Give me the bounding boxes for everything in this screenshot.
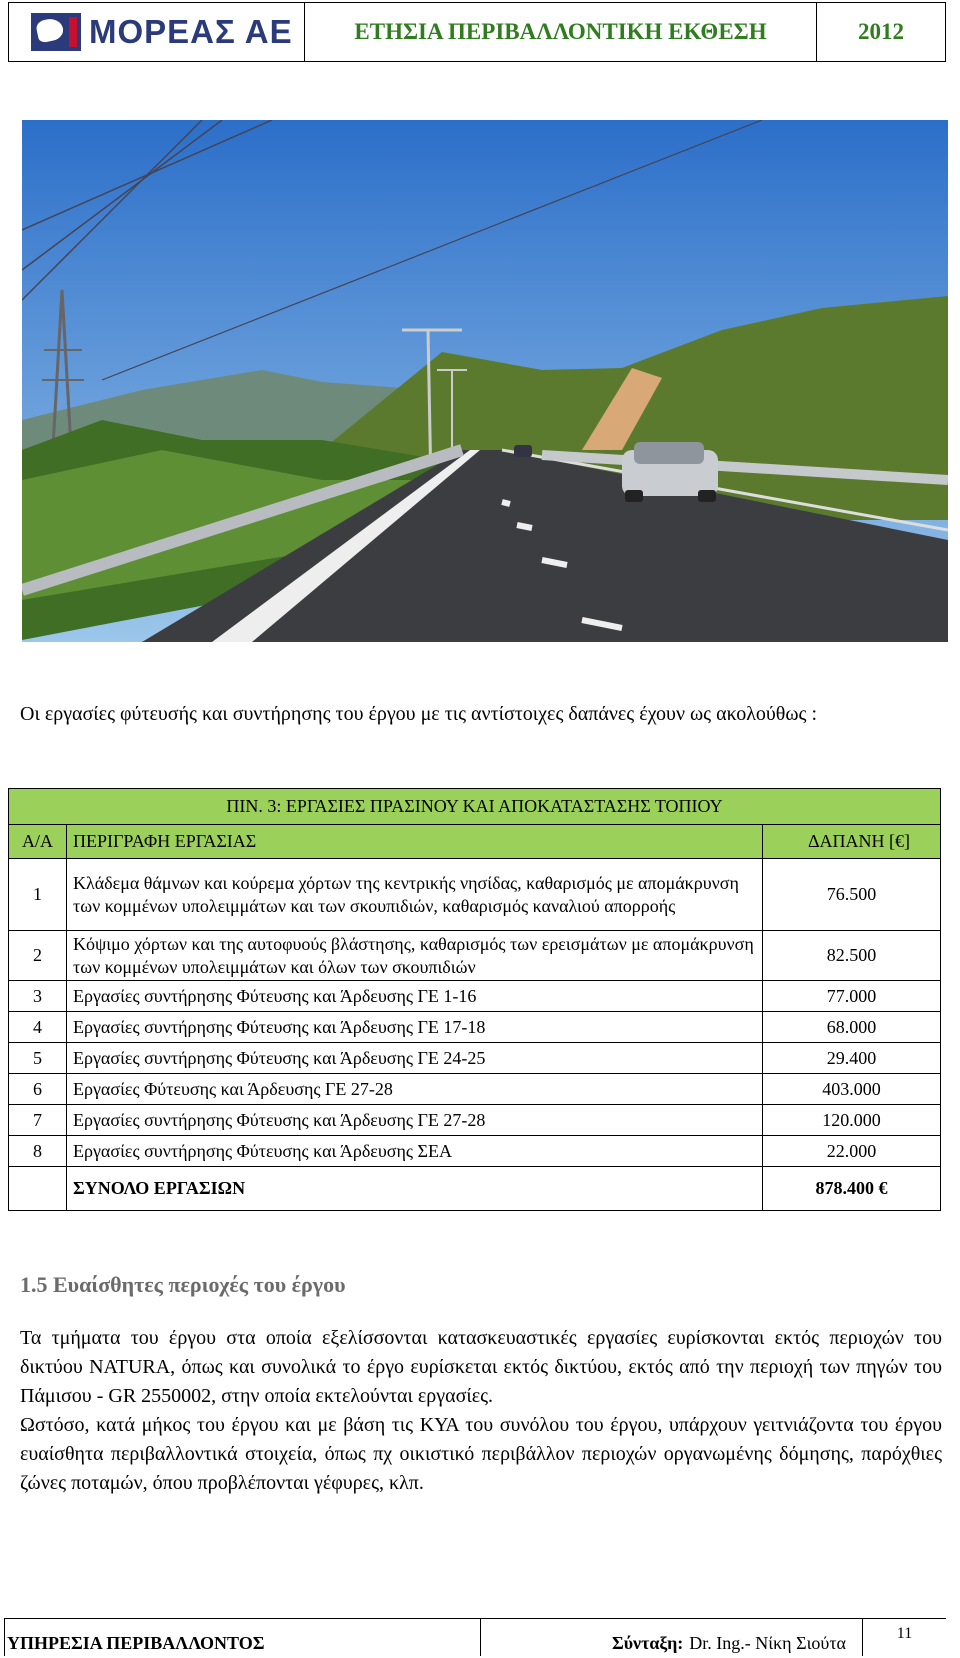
intro-paragraph: Οι εργασίες φύτευσής και συντήρησης του έργου με τις αντίστοιχες δαπάνες έχουν ως ακολούθως : bbox=[20, 703, 818, 725]
section-body bbox=[20, 1324, 942, 1498]
table-row bbox=[9, 1074, 941, 1105]
table-row bbox=[9, 981, 941, 1012]
row-cost: 76.500 bbox=[763, 859, 941, 931]
row-cost: 22.000 bbox=[763, 1136, 941, 1167]
table-caption-row bbox=[9, 789, 941, 825]
table-row bbox=[9, 859, 941, 931]
row-description: Εργασίες συντήρησης Φύτευσης και Άρδευσης ΓΕ 24-25 bbox=[67, 1043, 763, 1074]
total-value: 878.400 € bbox=[763, 1167, 941, 1211]
row-number: 1 bbox=[9, 859, 67, 931]
footer-author bbox=[481, 1619, 863, 1656]
row-description: Κλάδεμα θάμνων και κούρεμα χόρτων της κεντρικής νησίδας, καθαρισμός με απομάκρυνση των κομμένων υπολειμμάτων και των σκουπιδιών, καθαρισμός καναλιού απορροής bbox=[67, 859, 763, 931]
row-cost: 82.500 bbox=[763, 931, 941, 981]
highway-photo bbox=[22, 120, 948, 642]
company-logo-icon bbox=[31, 13, 81, 51]
page-footer bbox=[4, 1618, 946, 1656]
table-caption: ΠΙΝ. 3: ΕΡΓΑΣΙΕΣ ΠΡΑΣΙΝΟΥ ΚΑΙ ΑΠΟΚΑΤΑΣΤΑΣΗΣ ΤΟΠΙΟΥ bbox=[9, 789, 941, 825]
footer-department: ΥΠΗΡΕΣΙΑ ΠΕΡΙΒΑΛΛΟΝΤΟΣ bbox=[5, 1619, 481, 1656]
table-header-row bbox=[9, 825, 941, 859]
row-description: Κόψιμο χόρτων και της αυτοφυούς βλάστησης, καθαρισμός των ερεισμάτων με απομάκρυνση των κομμένων υπολειμμάτων και όλων των σκουπιδιών bbox=[67, 931, 763, 981]
total-empty-cell bbox=[9, 1167, 67, 1211]
table-row bbox=[9, 1136, 941, 1167]
table-row bbox=[9, 931, 941, 981]
table-row bbox=[9, 1012, 941, 1043]
row-description: Εργασίες συντήρησης Φύτευσης και Άρδευσης ΓΕ 1-16 bbox=[67, 981, 763, 1012]
logo bbox=[9, 3, 305, 61]
row-description: Εργασίες συντήρησης Φύτευσης και Άρδευσης ΓΕ 27-28 bbox=[67, 1105, 763, 1136]
report-year: 2012 bbox=[858, 19, 904, 44]
row-number: 5 bbox=[9, 1043, 67, 1074]
total-label: ΣΥΝΟΛΟ ΕΡΓΑΣΙΩΝ bbox=[67, 1167, 763, 1211]
logo-text: ΜΟΡΕΑΣ ΑΕ bbox=[89, 13, 293, 50]
row-number: 2 bbox=[9, 931, 67, 981]
row-number: 6 bbox=[9, 1074, 67, 1105]
row-cost: 77.000 bbox=[763, 981, 941, 1012]
table-total-row bbox=[9, 1167, 941, 1211]
row-number: 8 bbox=[9, 1136, 67, 1167]
header-cost: ΔΑΠΑΝΗ [€] bbox=[763, 825, 941, 859]
row-cost: 29.400 bbox=[763, 1043, 941, 1074]
row-cost: 120.000 bbox=[763, 1105, 941, 1136]
page-header bbox=[8, 2, 946, 62]
highway-photo-illustration bbox=[22, 120, 948, 642]
table-row bbox=[9, 1043, 941, 1074]
row-cost: 403.000 bbox=[763, 1074, 941, 1105]
footer-author-name: Dr. Ing.- Νίκη Σιούτα bbox=[689, 1633, 846, 1653]
row-description: Εργασίες Φύτευσης και Άρδευσης ΓΕ 27-28 bbox=[67, 1074, 763, 1105]
section-title: 1.5 Ευαίσθητες περιοχές του έργου bbox=[20, 1272, 346, 1297]
row-number: 4 bbox=[9, 1012, 67, 1043]
header-description: ΠΕΡΙΓΡΑΦΗ ΕΡΓΑΣΙΑΣ bbox=[67, 825, 763, 859]
section-paragraph-1: Τα τμήματα του έργου στα οποία εξελίσσονται κατασκευαστικές εργασίες ευρίσκονται εκτός περιοχών του δικτύου NATURA, όπως και συνολικά το έργο ευρίσκεται εκτός δικτύου, εκτός από την περιοχή των πηγών του Πάμισου - GR 2550002, στην οποία εκτελούνται εργασίες. bbox=[20, 1327, 942, 1407]
table-row bbox=[9, 1105, 941, 1136]
row-description: Εργασίες συντήρησης Φύτευσης και Άρδευσης ΣΕΑ bbox=[67, 1136, 763, 1167]
row-description: Εργασίες συντήρησης Φύτευσης και Άρδευσης ΓΕ 17-18 bbox=[67, 1012, 763, 1043]
header-aa: Α/Α bbox=[9, 825, 67, 859]
footer-author-label: Σύνταξη: bbox=[611, 1633, 684, 1653]
page-number: 11 bbox=[896, 1625, 913, 1642]
row-number: 7 bbox=[9, 1105, 67, 1136]
section-paragraph-2: Ωστόσο, κατά μήκος του έργου και με βάση τις ΚΥΑ του συνόλου του έργου, υπάρχουν γειτνιάζοντα του έργου ευαίσθητα περιβαλλοντικά στοιχεία, όπως πχ οικιστικό περιβάλλον περιοχών οργανωμένης δόμησης, παρόχθιες ζώνες ποταμών, όπου προβλέπονται γέφυρες, κλπ. bbox=[20, 1414, 942, 1494]
report-title: ΕΤΗΣΙΑ ΠΕΡΙΒΑΛΛΟΝΤΙΚΗ ΕΚΘΕΣΗ bbox=[305, 3, 817, 61]
row-cost: 68.000 bbox=[763, 1012, 941, 1043]
works-cost-table bbox=[8, 788, 941, 1211]
row-number: 3 bbox=[9, 981, 67, 1012]
